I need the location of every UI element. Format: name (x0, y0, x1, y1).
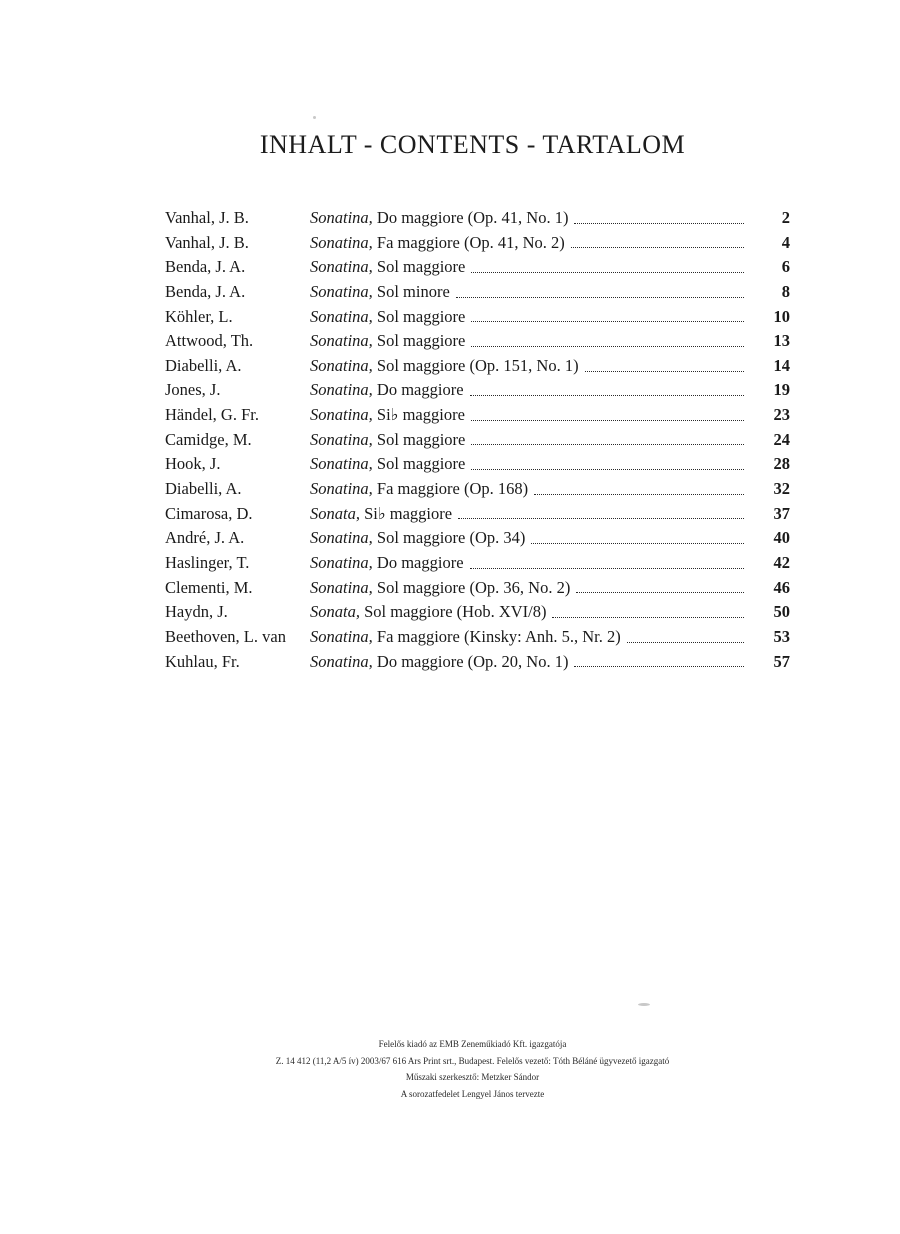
work-form: Sonatina, (310, 552, 373, 572)
composer-name: Vanhal, J. B. (165, 208, 249, 227)
contents-entry (165, 329, 790, 354)
dot-leader (627, 625, 744, 643)
dot-leader (471, 452, 744, 470)
work-title (310, 428, 744, 453)
contents-table (165, 206, 790, 674)
work-title (310, 452, 744, 477)
work-title (310, 231, 744, 256)
composer-name: Beethoven, L. van (165, 626, 286, 646)
work-form: Sonatina, (310, 651, 373, 671)
work-details: Sol maggiore (372, 257, 466, 277)
contents-entry (165, 625, 790, 650)
dot-leader (534, 477, 744, 495)
page-title: INHALT - CONTENTS - TARTALOM (259, 130, 686, 159)
work-details: Sol maggiore (Hob. XVI/8) (359, 602, 547, 622)
contents-entry (165, 477, 790, 502)
composer-name: André, J. A. (165, 528, 245, 548)
work-title (310, 280, 744, 305)
composer-name: Camidge, M. (165, 429, 252, 449)
work-details: Sol maggiore (Op. 34) (372, 528, 526, 548)
work-form: Sonatina, (310, 208, 373, 227)
dot-leader (456, 280, 744, 298)
contents-entry (165, 576, 790, 601)
imprint (0, 1036, 900, 1102)
composer-name: Clementi, M. (165, 577, 253, 597)
work-details: Sol maggiore (372, 454, 466, 474)
imprint-line: Z. 14 412 (11,2 A/5 ív) 2003/67 616 Ars Print srt., Budapest. Felelős vezető: Tóth Béláné ügyvezető igazgató (275, 1055, 670, 1066)
composer-name: Benda, J. A. (165, 281, 246, 301)
work-form: Sonatina, (310, 626, 373, 646)
contents-entry (165, 551, 790, 576)
paper-speck (638, 1003, 650, 1006)
composer-name: Hook, J. (165, 454, 221, 474)
work-details: Sol maggiore (Op. 36, No. 2) (372, 577, 571, 597)
composer-name: Attwood, Th. (165, 331, 254, 351)
work-details: Si♭ maggiore (359, 503, 453, 523)
dot-leader (470, 378, 744, 396)
composer-name: Vanhal, J. B. (165, 232, 249, 252)
composer-name: Köhler, L. (165, 306, 233, 326)
dot-leader (574, 650, 744, 668)
contents-entry (165, 280, 790, 305)
contents-entry (165, 600, 790, 625)
work-form: Sonatina, (310, 454, 373, 474)
contents-entry (165, 526, 790, 551)
composer-name: Diabelli, A. (165, 479, 242, 499)
contents-entry (165, 305, 790, 330)
work-title (310, 551, 744, 576)
page-number: 53 (773, 626, 790, 646)
page-number: 28 (773, 454, 790, 474)
contents-entry (165, 403, 790, 428)
composer-name: Diabelli, A. (165, 355, 242, 375)
page-number: 8 (781, 281, 790, 301)
imprint-line: Műszaki szerkesztő: Metzker Sándor (405, 1072, 540, 1082)
page-number: 6 (781, 257, 790, 277)
dot-leader (552, 600, 744, 618)
work-title (310, 502, 744, 527)
work-form: Sonatina, (310, 232, 373, 252)
dot-leader (471, 403, 744, 421)
dot-leader (574, 206, 744, 224)
dot-leader (585, 354, 744, 372)
contents-entry (165, 452, 790, 477)
work-details: Sol maggiore (372, 429, 466, 449)
work-form: Sonata, (310, 503, 360, 523)
contents-entry (165, 255, 790, 280)
composer-name: Händel, G. Fr. (165, 405, 259, 425)
work-title (310, 576, 744, 601)
composer-name: Haydn, J. (165, 602, 228, 622)
work-title (310, 650, 744, 675)
work-form: Sonatina, (310, 331, 373, 351)
page-number: 50 (773, 602, 790, 622)
page-number: 13 (773, 331, 790, 351)
work-title (310, 526, 744, 551)
work-details: Fa maggiore (Kinsky: Anh. 5., Nr. 2) (372, 626, 621, 646)
work-form: Sonatina, (310, 380, 373, 400)
composer-name: Jones, J. (165, 380, 221, 400)
work-form: Sonatina, (310, 577, 373, 597)
page-number: 19 (773, 380, 790, 400)
work-details: Sol minore (372, 281, 450, 301)
work-form: Sonatina, (310, 355, 373, 375)
work-title (310, 600, 744, 625)
work-form: Sonatina, (310, 257, 373, 277)
page-number: 2 (781, 208, 790, 227)
work-details: Do maggiore (Op. 41, No. 1) (372, 208, 569, 227)
work-title (310, 255, 744, 280)
imprint-line: A sorozatfedelet Lengyel János tervezte (400, 1088, 545, 1099)
dot-leader (576, 576, 744, 594)
dot-leader (471, 329, 744, 347)
dot-leader (470, 551, 744, 569)
work-title (310, 206, 744, 231)
work-form: Sonatina, (310, 429, 373, 449)
imprint-line: Felelős kiadó az EMB Zeneműkiadó Kft. igazgatója (378, 1039, 567, 1049)
dot-leader (458, 502, 744, 520)
work-details: Do maggiore (Op. 20, No. 1) (372, 651, 569, 671)
work-form: Sonatina, (310, 281, 373, 301)
page-number: 42 (773, 552, 790, 572)
work-details: Sol maggiore (Op. 151, No. 1) (372, 355, 579, 375)
dot-leader (531, 526, 744, 544)
work-form: Sonatina, (310, 479, 373, 499)
work-details: Si♭ maggiore (372, 405, 465, 425)
work-details: Do maggiore (372, 552, 464, 572)
work-details: Fa maggiore (Op. 168) (372, 479, 529, 499)
work-details: Sol maggiore (372, 331, 466, 351)
work-title (310, 477, 744, 502)
page-number: 37 (773, 503, 790, 523)
work-title (310, 305, 744, 330)
work-title (310, 625, 744, 650)
dot-leader (471, 305, 744, 323)
work-title (310, 329, 744, 354)
dot-leader (571, 231, 744, 249)
contents-entry (165, 231, 790, 256)
page-number: 14 (773, 355, 790, 375)
work-details: Sol maggiore (372, 306, 466, 326)
contents-entry (165, 650, 790, 675)
dot-leader (471, 428, 744, 446)
work-details: Do maggiore (372, 380, 464, 400)
page-number: 4 (781, 232, 790, 252)
page-number: 46 (773, 577, 790, 597)
work-title (310, 403, 744, 428)
page-number: 57 (773, 651, 790, 671)
contents-entry (165, 502, 790, 527)
paper-speck (313, 116, 316, 119)
page-number: 32 (773, 479, 790, 499)
contents-entry (165, 428, 790, 453)
work-title (310, 354, 744, 379)
contents-entry (165, 354, 790, 379)
composer-name: Benda, J. A. (165, 257, 246, 277)
contents-entry (165, 378, 790, 403)
work-form: Sonata, (310, 602, 360, 622)
page-number: 10 (773, 306, 790, 326)
composer-name: Haslinger, T. (165, 552, 250, 572)
page-number: 24 (773, 429, 790, 449)
work-title (310, 378, 744, 403)
work-form: Sonatina, (310, 405, 373, 425)
work-form: Sonatina, (310, 306, 373, 326)
page-number: 40 (773, 528, 790, 548)
work-form: Sonatina, (310, 528, 373, 548)
composer-name: Cimarosa, D. (165, 503, 253, 523)
work-details: Fa maggiore (Op. 41, No. 2) (372, 232, 565, 252)
contents-entry (165, 206, 790, 231)
page-number: 23 (773, 405, 790, 425)
composer-name: Kuhlau, Fr. (165, 651, 240, 671)
dot-leader (471, 255, 744, 273)
